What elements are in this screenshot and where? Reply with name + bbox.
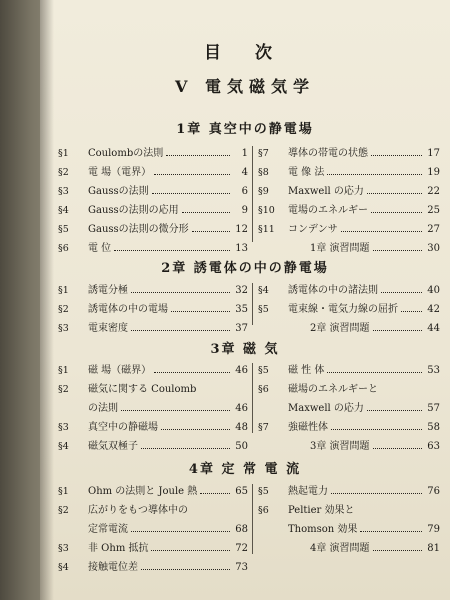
page-number: 58 (427, 422, 440, 433)
chapter-3-right-column (258, 361, 440, 456)
toc-entry (58, 501, 248, 520)
page-number: 19 (427, 167, 440, 178)
section-number: §2 (58, 304, 69, 315)
toc-entry (258, 300, 440, 319)
leader-dots (151, 550, 230, 551)
toc-entry (258, 361, 440, 380)
leader-dots (182, 212, 230, 213)
page-number: 37 (235, 323, 248, 334)
page-number: 25 (427, 205, 440, 216)
leader-dots (131, 531, 230, 532)
section-number: §2 (58, 167, 69, 178)
page-number: 57 (427, 403, 440, 414)
section-number: §4 (58, 205, 69, 216)
chapter-1-right-column (258, 144, 440, 258)
toc-entry (258, 281, 440, 300)
toc-page (40, 0, 450, 600)
page-number: 27 (427, 224, 440, 235)
section-title: Coulombの法則 (88, 148, 164, 159)
section-number: §11 (258, 224, 275, 235)
section-number: §5 (258, 486, 269, 497)
section-title: Maxwell の応力 (288, 186, 364, 197)
page-number: 4 (241, 167, 248, 178)
leader-dots (331, 429, 422, 430)
page-number: 44 (427, 323, 440, 334)
leader-dots (154, 372, 230, 373)
section-title: 2章 演習問題 (310, 323, 370, 334)
toc-entry (258, 501, 440, 520)
section-title: 1章 演習問題 (310, 243, 370, 254)
binding-gutter-shadow (40, 0, 54, 600)
toc-entry (258, 418, 440, 437)
section-title: 磁気に関する Coulomb (88, 384, 197, 395)
section-number: §4 (58, 562, 69, 573)
leader-dots (371, 212, 422, 213)
leader-dots (154, 174, 230, 175)
section-title: Maxwell の応力 (288, 403, 364, 414)
leader-dots (141, 569, 230, 570)
leader-dots (152, 193, 230, 194)
section-title: 誘電体の中の諸法則 (288, 285, 378, 296)
leader-dots (166, 155, 230, 156)
column-divider (252, 283, 253, 325)
section-title: 誘電体の中の電場 (88, 304, 168, 315)
section-title: Gaussの法則 (88, 186, 149, 197)
leader-dots (373, 330, 422, 331)
leader-dots (367, 193, 422, 194)
toc-entry (258, 239, 440, 258)
toc-entry (58, 437, 248, 456)
chapter-4-title: 4章 定 常 電 流 (188, 462, 302, 477)
section-number: §6 (258, 505, 269, 516)
toc-entry (258, 482, 440, 501)
chapter-2-title: 2章 誘電体の中の静電場 (161, 261, 329, 276)
toc-entry (258, 399, 440, 418)
page-number: 40 (427, 285, 440, 296)
column-divider (252, 484, 253, 554)
toc-entry (258, 220, 440, 239)
section-title: 3章 演習問題 (310, 441, 370, 452)
section-title: 磁 性 体 (288, 365, 325, 376)
toc-entry (58, 163, 248, 182)
page-number: 17 (427, 148, 440, 159)
section-title: の法則 (88, 403, 118, 414)
page-number: 35 (235, 304, 248, 315)
page-number: 48 (235, 422, 248, 433)
leader-dots (327, 174, 422, 175)
page-number: 46 (235, 403, 248, 414)
leader-dots (373, 448, 422, 449)
section-title: 電 場（電界） (88, 167, 152, 178)
toc-entry (58, 399, 248, 418)
section-title: 導体の帯電の状態 (288, 148, 368, 159)
section-title: 誘電分極 (88, 285, 128, 296)
section-number: §2 (58, 505, 69, 516)
section-number: §1 (58, 486, 69, 497)
toc-entry (58, 239, 248, 258)
toc-entry (258, 182, 440, 201)
section-title: 電 像 法 (288, 167, 325, 178)
toc-entry (58, 319, 248, 338)
page-number: 42 (427, 304, 440, 315)
page-number: 46 (235, 365, 248, 376)
leader-dots (367, 410, 422, 411)
section-number: §2 (58, 384, 69, 395)
section-number: §7 (258, 148, 269, 159)
section-title: 磁場のエネルギーと (288, 384, 378, 395)
toc-entry (258, 319, 440, 338)
section-title: 4章 演習問題 (310, 543, 370, 554)
section-title: 熱起電力 (288, 486, 328, 497)
page-number: 6 (241, 186, 248, 197)
chapter-2-right-column (258, 281, 440, 338)
leader-dots (114, 250, 230, 251)
chapter-4-left-column (58, 482, 248, 577)
section-title: 広がりをもつ導体中の (88, 505, 188, 516)
toc-entry (258, 163, 440, 182)
page-number: 13 (235, 243, 248, 254)
toc-entry (58, 182, 248, 201)
toc-entry (58, 300, 248, 319)
section-title: 電束線・電気力線の屈折 (288, 304, 398, 315)
section-number: §7 (258, 422, 269, 433)
page-number: 79 (427, 524, 440, 535)
page-number: 76 (427, 486, 440, 497)
page-number: 81 (427, 543, 440, 554)
leader-dots (371, 155, 422, 156)
column-divider (252, 146, 253, 242)
toc-entry (258, 539, 440, 558)
chapter-2-left-column (58, 281, 248, 338)
leader-dots (131, 292, 230, 293)
leader-dots (171, 311, 230, 312)
leader-dots (360, 531, 422, 532)
section-number: §8 (258, 167, 269, 178)
toc-entry (58, 361, 248, 380)
page-number: 22 (427, 186, 440, 197)
section-title: 非 Ohm 抵抗 (88, 543, 149, 554)
section-title: 強磁性体 (288, 422, 328, 433)
toc-entry (58, 144, 248, 163)
toc-entry (58, 539, 248, 558)
page-number: 32 (235, 285, 248, 296)
toc-title: 目 次 (204, 43, 286, 63)
page-number: 53 (427, 365, 440, 376)
section-number: §1 (58, 148, 69, 159)
leader-dots (373, 250, 422, 251)
page-number: 65 (235, 486, 248, 497)
toc-entry (258, 380, 440, 399)
toc-entry (58, 418, 248, 437)
section-number: §10 (258, 205, 275, 216)
leader-dots (373, 550, 422, 551)
leader-dots (341, 231, 422, 232)
leader-dots (121, 410, 230, 411)
toc-entry (58, 380, 248, 399)
section-number: §5 (258, 304, 269, 315)
leader-dots (131, 330, 230, 331)
leader-dots (331, 493, 422, 494)
section-title: Gaussの法則の微分形 (88, 224, 189, 235)
page-number: 12 (235, 224, 248, 235)
part-title: V 電気磁気学 (175, 77, 315, 96)
section-title: Gaussの法則の応用 (88, 205, 179, 216)
leader-dots (200, 493, 230, 494)
chapter-3-left-column (58, 361, 248, 456)
page-number: 1 (241, 148, 248, 159)
leader-dots (141, 448, 230, 449)
section-number: §9 (258, 186, 269, 197)
section-number: §5 (258, 365, 269, 376)
chapter-1-title: 1章 真空中の静電場 (176, 122, 314, 137)
toc-entry (258, 437, 440, 456)
toc-entry (258, 144, 440, 163)
toc-entry (258, 201, 440, 220)
chapter-4-right-column (258, 482, 440, 558)
section-title: 定常電流 (88, 524, 128, 535)
section-number: §1 (58, 365, 69, 376)
toc-entry (58, 220, 248, 239)
leader-dots (401, 311, 422, 312)
page-number: 68 (235, 524, 248, 535)
section-title: 磁 場（磁界） (88, 365, 152, 376)
section-title: コンデンサ (288, 224, 338, 235)
chapter-3-title: 3章 磁 気 (210, 342, 280, 357)
leader-dots (192, 231, 230, 232)
toc-entry (58, 558, 248, 577)
page-number: 9 (241, 205, 248, 216)
leader-dots (161, 429, 230, 430)
section-number: §1 (58, 285, 69, 296)
section-number: §6 (58, 243, 69, 254)
section-number: §3 (58, 422, 69, 433)
toc-entry (58, 201, 248, 220)
section-title: 磁気双極子 (88, 441, 138, 452)
section-title: 電束密度 (88, 323, 128, 334)
section-number: §4 (258, 285, 269, 296)
page-number: 30 (427, 243, 440, 254)
page-number: 63 (427, 441, 440, 452)
section-number: §3 (58, 323, 69, 334)
section-title: Thomson 効果 (288, 524, 358, 535)
section-number: §4 (58, 441, 69, 452)
leader-dots (327, 372, 422, 373)
section-number: §3 (58, 543, 69, 554)
section-title: 真空中の静磁場 (88, 422, 158, 433)
section-title: Ohm の法則と Joule 熱 (88, 486, 198, 497)
toc-entry (58, 520, 248, 539)
page-number: 50 (235, 441, 248, 452)
toc-entry (58, 482, 248, 501)
leader-dots (381, 292, 422, 293)
section-title: 電 位 (88, 243, 112, 254)
page-number: 72 (235, 543, 248, 554)
toc-entry (258, 520, 440, 539)
page-number: 73 (235, 562, 248, 573)
section-title: 電場のエネルギー (288, 205, 368, 216)
column-divider (252, 363, 253, 433)
section-title: Peltier 効果と (288, 505, 355, 516)
section-number: §5 (58, 224, 69, 235)
chapter-1-left-column (58, 144, 248, 258)
section-number: §3 (58, 186, 69, 197)
section-title: 接触電位差 (88, 562, 138, 573)
toc-entry (58, 281, 248, 300)
section-number: §6 (258, 384, 269, 395)
